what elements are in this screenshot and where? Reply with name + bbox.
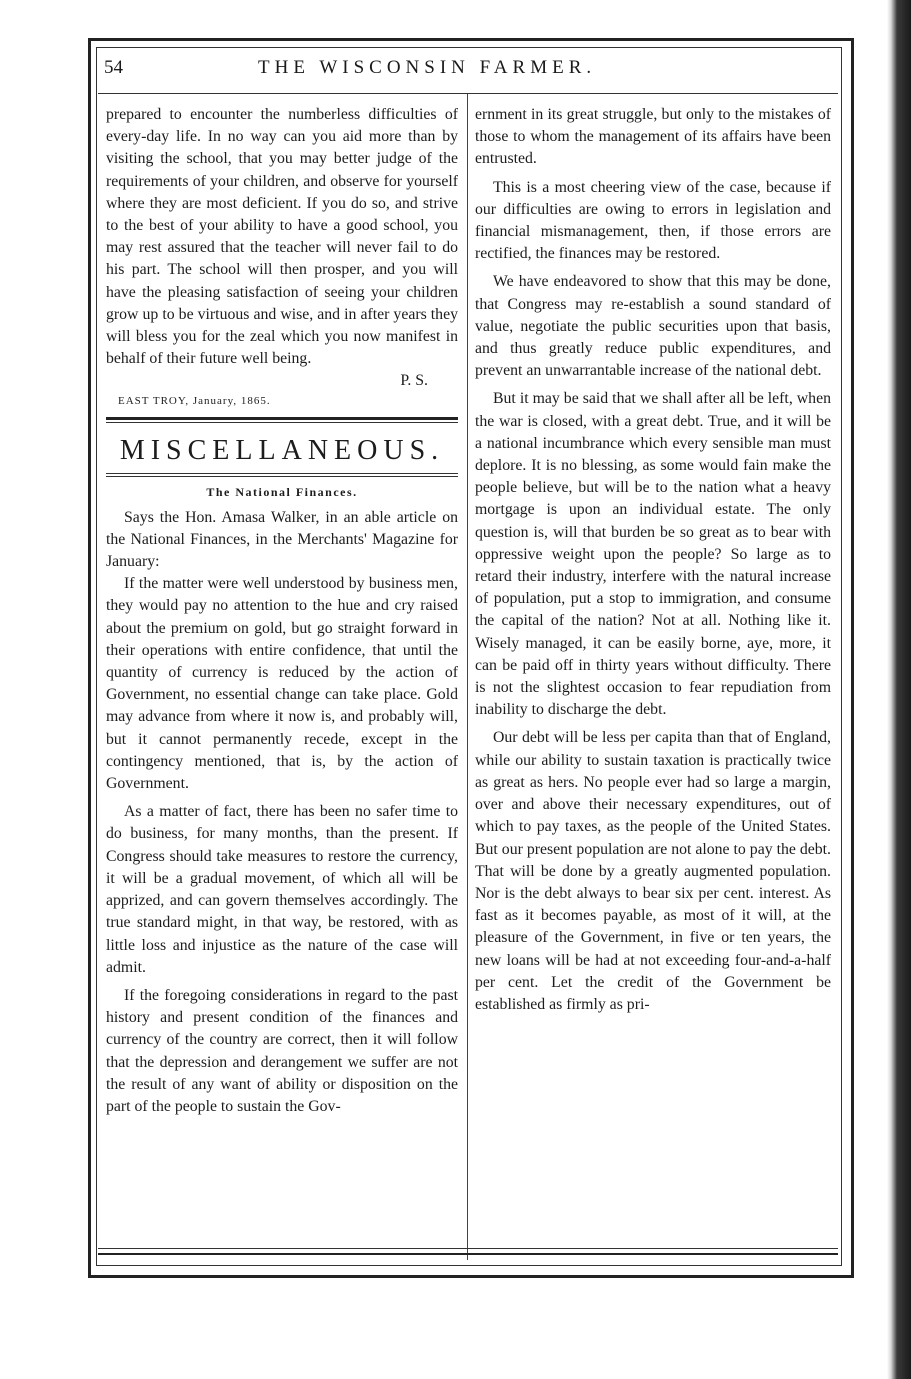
page-edge-shadow: [887, 0, 911, 1379]
column-divider: [467, 94, 468, 1260]
paragraph: But it may be said that we shall after all be left, when the war is closed, with a great debt. True, and it will be a national incumbrance which every sensible man must deplore. It is no blessing, as some would fain make the people believe, but will be to the nation what a heavy mortgage is upon an individual estate. The only question is, will that burden be so great as to bear with oppressive weight upon the people? So large as to retard their industry, interfere with the natural increase of population, put a stop to immigration, and consume the capital of the nation? Not at all. Nothing like it. Wisely managed, it can be easily borne, aye, more, it can be paid off in thirty years without difficulty. There is not the slightest occasion to fear repudiation from inability to discharge the debt.: [475, 390, 831, 719]
paragraph: Says the Hon. Amasa Walker, in an able article on the National Finances, in the Merchants' Magazine for January:: [106, 508, 458, 571]
section-rule-thick: [106, 417, 458, 420]
section-rule-thin: [106, 422, 458, 423]
paragraph: If the matter were well understood by business men, they would pay no attention to the hue and cry raised about the premium on gold, but go straight forward in their operations with entire confidence, that until the quantity of currency is reduced by the action of Government, no essential change can take place. Gold may advance from where it now is, and probably will, but it cannot permanently recede, except in the contingency mentioned, that is, by the action of Government.: [106, 575, 458, 793]
article-title: The National Finances.: [206, 484, 358, 499]
author-initials: P. S.: [400, 372, 428, 390]
dateline: EAST TROY, January, 1865.: [118, 394, 271, 407]
paragraph: As a matter of fact, there has been no safer time to do business, for many months, than the present. If Congress should take measures to restore the currency, it will be a gradual movement, of which all will be apprized, and can govern themselves accordingly. The true standard might, in that way, be restored, with as little loss and injustice as the nature of the case will admit.: [106, 803, 458, 976]
footer-rule: [98, 1248, 838, 1249]
right-column: [475, 104, 831, 1016]
paragraph: If the foregoing considerations in regard to the past history and present condition of the finances and currency of the country are correct, then it will follow that the depression and derangement we suffer are not the result of any want of ability or disposition on the part of the people to sustain the Gov-: [106, 986, 458, 1115]
paragraph: We have endeavored to show that this may be done, that Congress may re-establish a sound standard of value, negotiate the public securities upon that basis, and thus greatly reduce public expenditures, and prevent an unwarrantable increase of the national debt.: [475, 273, 831, 380]
signoff: [106, 370, 458, 392]
paragraph: prepared to encounter the numberless difficulties of every-day life. In no way can you aid more than by visiting the school, that you may better judge of the requirements of your children, and observe for yourself where they are most deficient. If you do so, and strive to the best of your ability to have a good school, you may rest assured that the teacher will never fail to do his part. The school will then prosper, and you will have the pleasing satisfaction of seeing your children grow up to be virtuous and wise, and in after years they will bless you for the zeal which you now manifest in behalf of their future well being.: [106, 106, 458, 368]
paragraph: Our debt will be less per capita than that of England, while our ability to sustain taxation is practically twice as great as hers. No people ever had so large a margin, over and above their necessary expenditures, out of which to pay taxes, as the people of the United States. But our present population are not alone to pay the debt. That will be done by a greatly augmented population. Nor is the debt always to bear six per cent. interest. As fast as it becomes payable, as most of it will, at the pleasure of the Government, in five or ten years, the new loans will be had at not exceeding four-and-a-half per cent. Let the credit of the Government be established as firmly as pri-: [475, 729, 831, 1013]
header-rule: [98, 93, 838, 94]
section-rule-double: [106, 473, 458, 477]
section-title: MISCELLANEOUS.: [119, 434, 445, 466]
footer-rule-thick: [98, 1253, 838, 1255]
paragraph: ernment in its great struggle, but only to the mistakes of those to whom the management of its affairs have been entrusted.: [475, 106, 831, 168]
running-title: THE WISCONSIN FARMER.: [258, 57, 597, 78]
paragraph: This is a most cheering view of the case, because if our difficulties are owing to errors in legislation and financial mismanagement, then, if those errors are rectified, the finances may be restored.: [475, 178, 831, 263]
left-column: [106, 104, 458, 1118]
page-number: 54: [104, 57, 123, 78]
